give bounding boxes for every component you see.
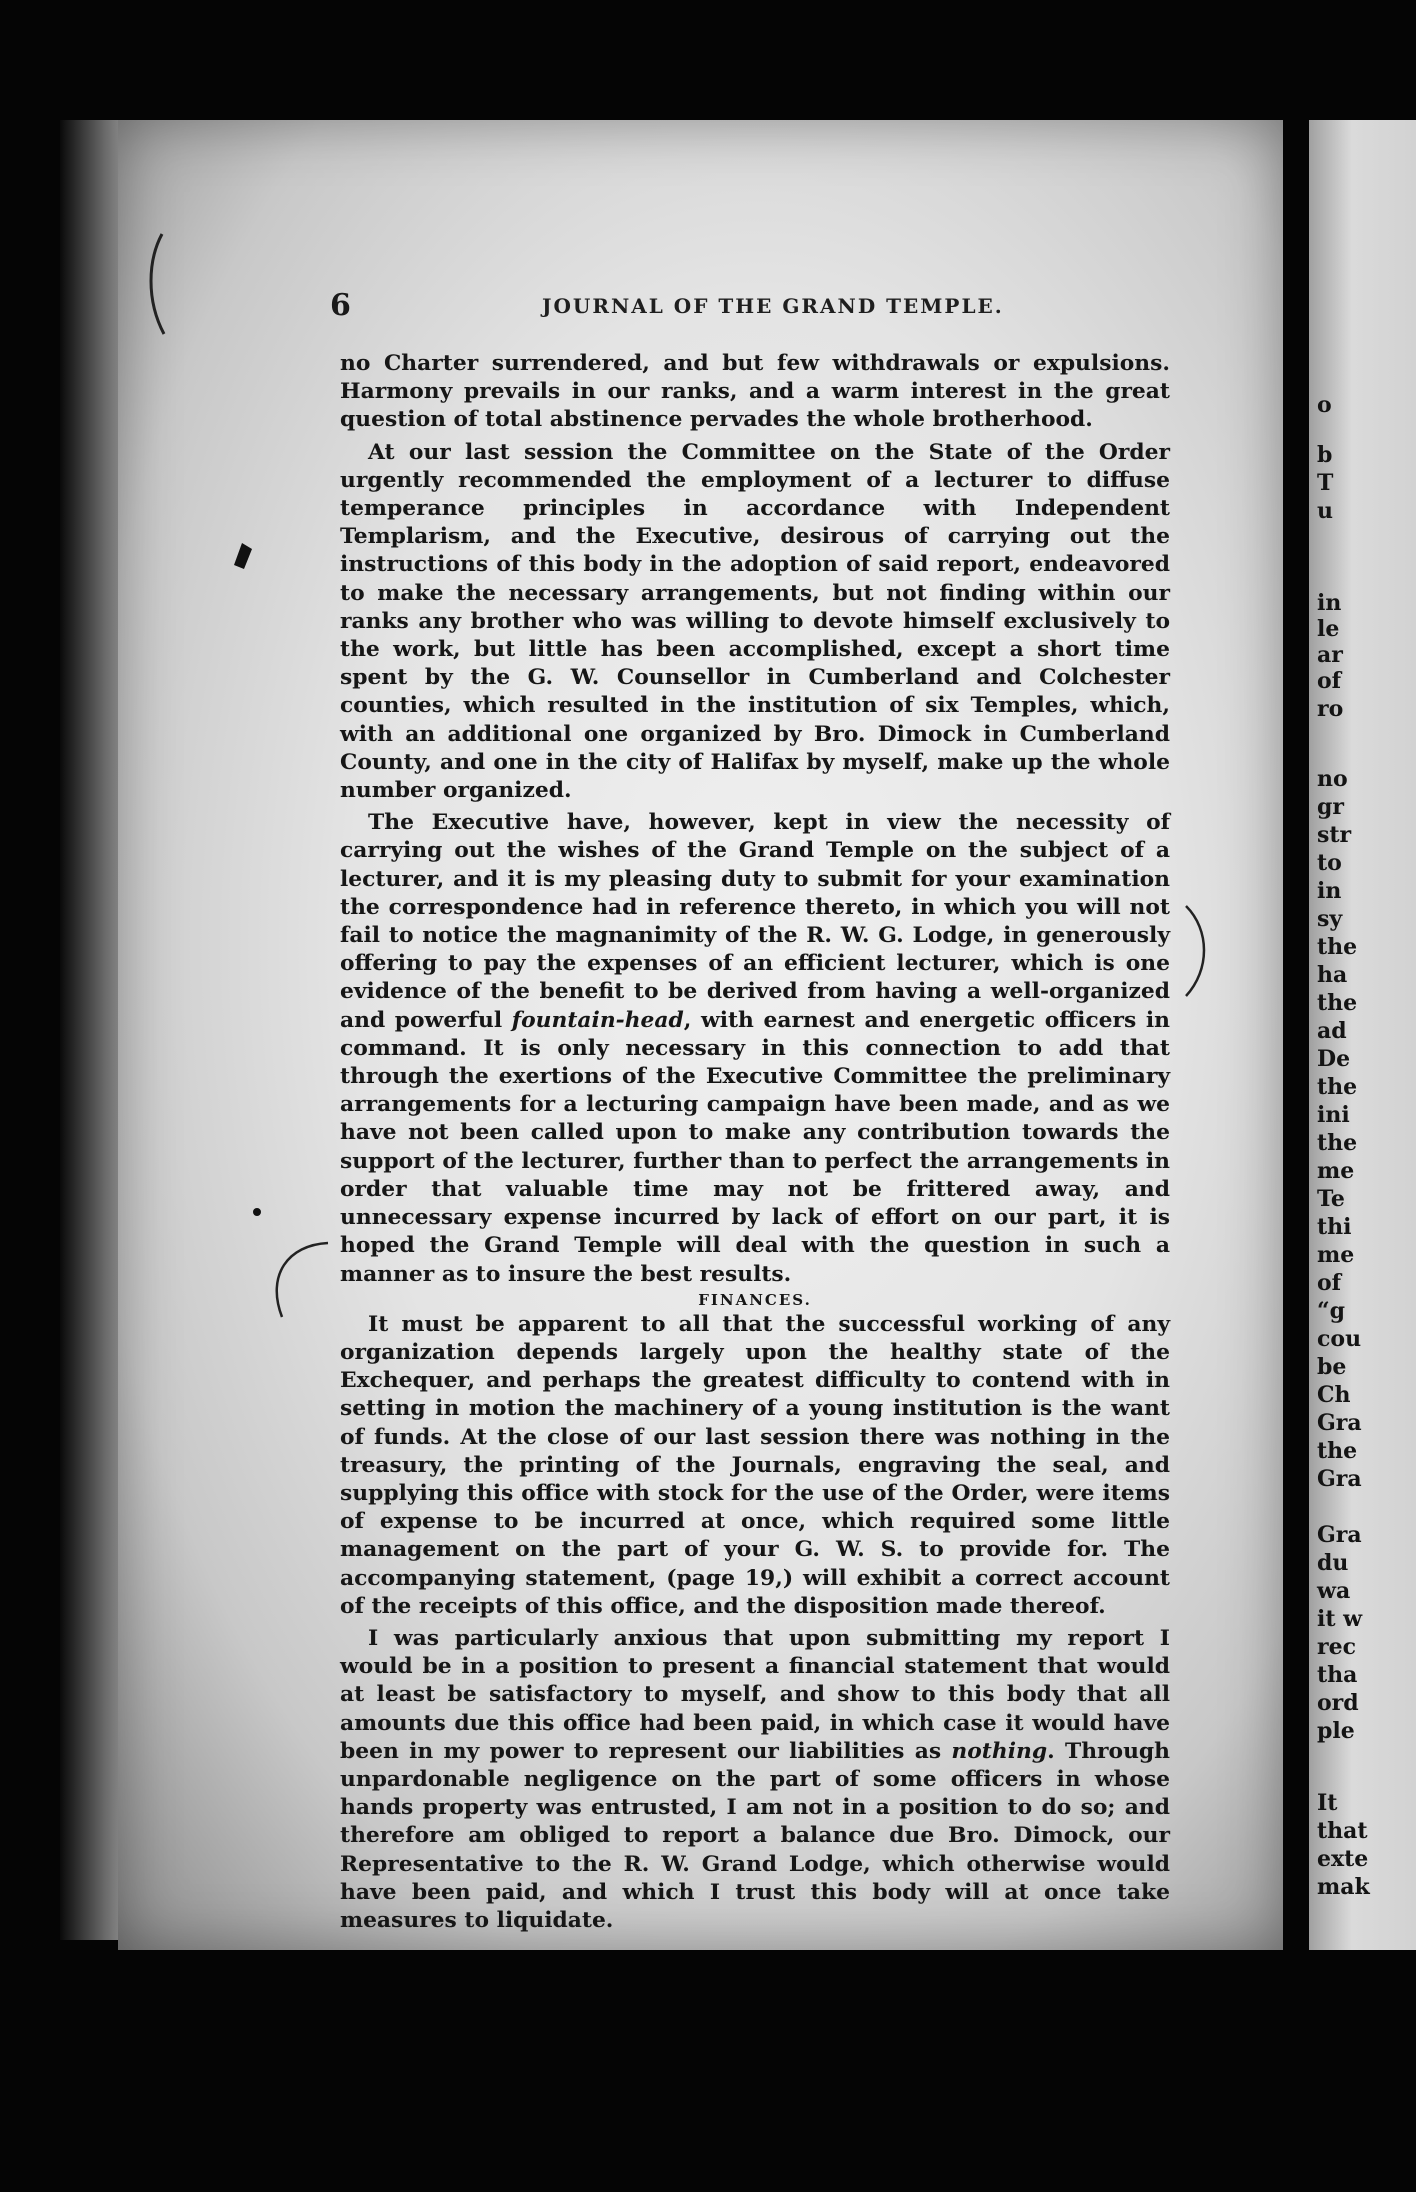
ink-blot-mark (228, 535, 258, 575)
emphasis: nothing (951, 1738, 1048, 1764)
paragraph: It must be apparent to all that the successful working of any organization depends largely upon the healthy state of the Exchequer, and perhaps the greatest difficulty to contend with in setting in motion the machinery of a young institution is the want of funds. At the close of our last session there was nothing in the treasury, the printing of the Journals, engraving the seal, and supplying this office with stock for the use of the Order, were items of expense to be incurred at once, which required some little management on the part of your G. W. S. to provide for. The accompanying statement, (page 19,) will exhibit a correct account of the receipts of this office, and the disposition made thereof. (340, 1311, 1170, 1619)
text-run: The Executive have, however, kept in view the necessity of carrying out the wishes of the Grand Temple on the subject of a lecturer, and it is my pleasing duty to submit for your examination the correspondence had in reference thereto, in which you will not fail to notice the magnanimity of the R. W. G. Lodge, in generously offering to pay the expenses of an efficient lecturer, which is one evidence of the benefit to be derived from having a well-organized and powerful (340, 810, 1170, 1033)
facing-page-fragment: mak (1317, 1874, 1370, 1900)
facing-page-fragment: to (1317, 850, 1342, 876)
book-gutter (60, 120, 125, 1940)
facing-page-fragment: ad (1317, 1018, 1347, 1044)
facing-page-fragment: Gra (1317, 1522, 1362, 1548)
running-head: JOURNAL OF THE GRAND TEMPLE. (542, 294, 1004, 318)
facing-page-fragment: sy (1317, 906, 1343, 932)
facing-page-fragment: ple (1317, 1718, 1355, 1744)
facing-page-fragment: the (1317, 990, 1358, 1016)
ink-dot-mark (250, 1205, 264, 1219)
section-heading: FINANCES. (698, 1290, 812, 1309)
facing-page-fragment: exte (1317, 1846, 1369, 1872)
facing-page-fragment: the (1317, 1130, 1358, 1156)
paragraph (340, 1625, 1170, 1935)
facing-page-fragment: ar (1317, 642, 1343, 668)
facing-page-fragment: De (1317, 1046, 1351, 1072)
book-spine (1283, 120, 1309, 1950)
facing-page-fragment: thi (1317, 1214, 1352, 1240)
paragraph (340, 809, 1170, 1288)
margin-paren-mark (1180, 900, 1220, 1000)
facing-page-fragment: it w (1317, 1606, 1363, 1632)
facing-page-fragment: wa (1317, 1578, 1351, 1604)
facing-page-fragment: le (1317, 616, 1340, 642)
facing-page-fragment: me (1317, 1242, 1355, 1268)
facing-page-fragment: str (1317, 822, 1352, 848)
facing-page-fragment: cou (1317, 1326, 1362, 1352)
text-run: I was particularly anxious that upon submitting my report I would be in a position to present a financial statement that would at least be satisfactory to myself, and show to this body that all amounts due this office had been paid, in which case it would have been in my power to represent our liabilities as (340, 1625, 1170, 1764)
facing-page-fragment: Gra (1317, 1410, 1362, 1436)
facing-page-fragment: b (1317, 442, 1333, 468)
facing-page-fragment: ini (1317, 1102, 1350, 1128)
facing-page-fragment: du (1317, 1550, 1349, 1576)
page-header (330, 288, 1130, 328)
page-number: 6 (330, 288, 351, 323)
facing-page-fragment: me (1317, 1158, 1355, 1184)
facing-page (1309, 120, 1416, 1950)
paragraph: no Charter surrendered, and but few withdrawals or expulsions. Harmony prevails in our ranks, and a warm interest in the great question of total abstinence pervades the whole brotherhood. (340, 351, 1170, 433)
margin-curve-mark (258, 1235, 338, 1325)
text-run: . Through unpardonable negligence on the part of some officers in whose hands property was entrusted, I am not in a position to do so; and therefore am obliged to report a balance due Bro. Dimock, our Representative to the R. W. Grand Lodge, which otherwise would have been paid, and which I trust this body will at once take measures to liquidate. (340, 1738, 1171, 1933)
facing-page-fragment: Te (1317, 1186, 1345, 1212)
margin-bracket-mark (140, 230, 170, 340)
facing-page-fragment: u (1317, 498, 1333, 524)
facing-page-fragment: T (1317, 470, 1334, 496)
paragraph: At our last session the Committee on the State of the Order urgently recommended the employment of a lecturer to diffuse temperance principles in accordance with Independent Templarism, and the Executive, desirous of carrying out the instructions of this body in the adoption of said report, endeavored to make the necessary arrangements, but not finding within our ranks any brother who was willing to devote himself exclusively to the work, but little has been accomplished, except a short time spent by the G. W. Counsellor in Cumberland and Colchester counties, which resulted in the institution of six Temples, which, with an additional one organized by Bro. Dimock in Cumberland County, and one in the city of Halifax by myself, make up the whole number organized. (340, 439, 1170, 804)
facing-page-fragment: gr (1317, 794, 1344, 820)
facing-page-fragment: ro (1317, 696, 1344, 722)
text-run: , with earnest and energetic officers in command. It is only necessary in this connection to add that through the exertions of the Executive Committee the preliminary arrangements for a lecturing campaign have been made, and as we have not been called upon to make any contribution towards the support of the lecturer, further than to perfect the arrangements in order that valuable time may not be frittered away, and unnecessary expense incurred by lack of effort on our part, it is hoped the Grand Temple will deal with the question in such a manner as to insure the best results. (340, 1007, 1170, 1287)
body-text (340, 350, 1170, 1935)
facing-page-fragment: ha (1317, 962, 1348, 988)
facing-page-fragment: of (1317, 1270, 1342, 1296)
emphasis: fountain-head (511, 1007, 684, 1033)
facing-page-fragment: in (1317, 590, 1342, 616)
facing-page-fragment: o (1317, 392, 1332, 418)
facing-page-fragment: tha (1317, 1662, 1358, 1688)
facing-page-fragment: It (1317, 1790, 1338, 1816)
facing-page-fragment: the (1317, 934, 1358, 960)
facing-page-fragment: Gra (1317, 1466, 1362, 1492)
facing-page-fragment: Ch (1317, 1382, 1351, 1408)
facing-page-fragment: of (1317, 668, 1342, 694)
facing-page-fragment: rec (1317, 1634, 1356, 1660)
facing-page-fragment: “g (1317, 1298, 1346, 1324)
facing-page-fragment: that (1317, 1818, 1368, 1844)
facing-page-fragment: no (1317, 766, 1348, 792)
facing-page-fragment: ord (1317, 1690, 1359, 1716)
facing-page-fragment: the (1317, 1438, 1358, 1464)
facing-page-fragment: be (1317, 1354, 1347, 1380)
facing-page-fragment: in (1317, 878, 1342, 904)
facing-page-fragment: the (1317, 1074, 1358, 1100)
